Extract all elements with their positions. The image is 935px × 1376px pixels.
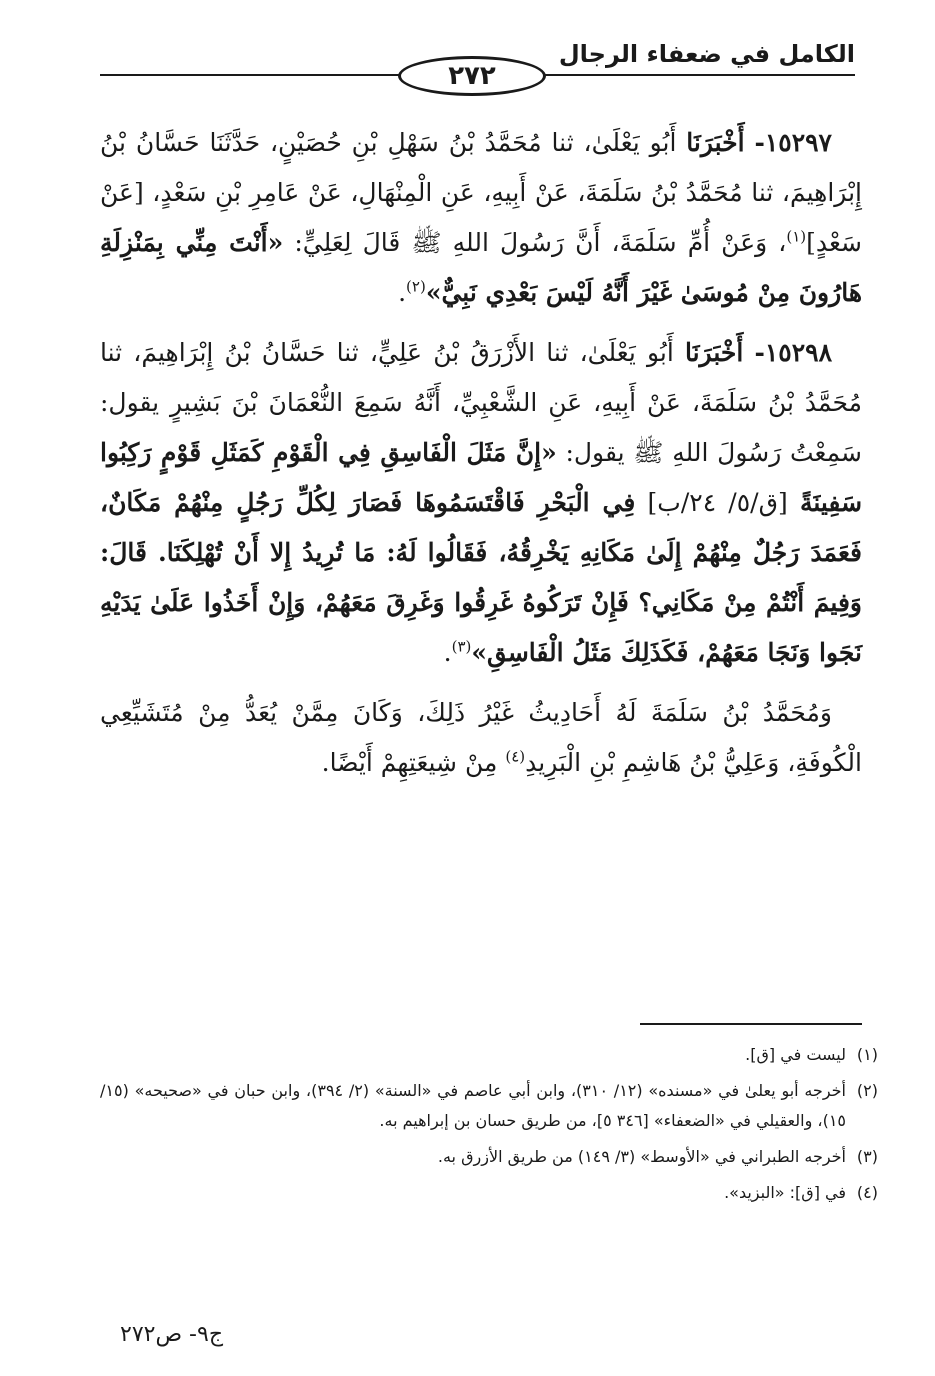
sentence-end: . — [443, 638, 452, 667]
page-number-badge: ٢٧٢ — [398, 56, 546, 96]
hadith-15298 — [100, 328, 862, 678]
footnote-ref-3[interactable]: (٣) — [451, 637, 472, 656]
footnote-3 — [100, 1142, 878, 1172]
commentary-paragraph — [100, 688, 862, 788]
hadith-15297 — [100, 118, 862, 318]
footnote-ref-4[interactable]: (٤) — [505, 747, 526, 766]
hadith-number: ١٥٢٩٧- — [754, 128, 832, 157]
sentence-end: . — [398, 278, 407, 307]
footnote-text: ليست في [ق]. — [745, 1045, 846, 1064]
commentary-text-continued: مِنْ شِيعَتِهِمْ أَيْضًا. — [321, 748, 498, 777]
footnotes — [100, 1040, 878, 1214]
footnote-1 — [100, 1040, 878, 1070]
footnote-text: أخرجه أبو يعلىٰ في «مسنده» (١٢/ ٣١٠)، وابن أبي عاصم في «السنة» (٢/ ٣٩٤)، وابن حبان في «صحيحه» (١٥/ ١٥)، والعقيلي في «الضعفاء» [٣٤٦ ٥]، من طريق حسان بن إبراهيم به. — [100, 1081, 846, 1130]
isnad-text: أَبُو يَعْلَىٰ، ثنا مُحَمَّدُ بْنُ سَهْلِ بْنِ حُصَيْنٍ، حَدَّثَنَا حَسَّانُ بْنُ إِبْرَاهِيمَ، ثنا مُحَمَّدُ بْنُ سَلَمَةَ، عَنْ أَبِيهِ، عَنِ الْمِنْهَالِ، عَنْ عَامِرِ بْنِ سَعْدٍ، [عَنْ سَعْدٍ] — [100, 128, 862, 257]
narration-keyword: أَخْبَرَنَا — [686, 128, 745, 157]
manuscript-reference: [ق/٥/ ٢٤/ب] — [647, 488, 788, 517]
isnad-text: أَبُو يَعْلَىٰ، ثنا الأَزْرَقُ بْنُ عَلِيٍّ، ثنا حَسَّانُ بْنُ إِبْرَاهِيمَ، ثنا مُحَمَّدُ بْنُ سَلَمَةَ، عَنْ أَبِيهِ، عَنِ الشَّعْبِيِّ، أَنَّهُ سَمِعَ النُّعْمَانَ بْنَ بَشِيرٍ يقول: سَمِعْتُ رَسُولَ اللهِ ﷺ يقول: — [100, 338, 862, 467]
footnote-number: (٣) — [856, 1147, 878, 1166]
footnote-number: (١) — [856, 1045, 878, 1064]
isnad-text-continued: ، وَعَنْ أُمِّ سَلَمَةَ، أَنَّ رَسُولَ اللهِ ﷺ قَالَ لِعَلِيٍّ: — [294, 228, 787, 257]
hadith-number: ١٥٢٩٨- — [754, 338, 833, 367]
commentary-text: وَمُحَمَّدُ بْنُ سَلَمَةَ لَهُ أَحَادِيثُ غَيْرُ ذَلِكَ، وَكَانَ مِمَّنْ يُعَدُّ مِنْ مُتَشَيِّعِي الْكُوفَةِ، وَعَلِيُّ بْنُ هَاشِمِ بْنِ الْبَرِيدِ — [100, 698, 862, 777]
volume-page-marker: ج٩- ص٢٧٢ — [120, 1322, 224, 1347]
hadith-matn: «أَنْتَ مِنِّي بِمَنْزِلَةِ هَارُونَ مِنْ مُوسَىٰ غَيْرَ أَنَّهُ لَيْسَ بَعْدِي نَبِيٌّ» — [100, 228, 862, 307]
footnote-text: في [ق]: «البزيد». — [724, 1183, 846, 1202]
hadith-matn-start: «إِنَّ مَثَلَ الْفَاسِقِ فِي الْقَوْمِ كَمَثَلِ قَوْمٍ رَكِبُوا سَفِينَةً — [100, 438, 863, 517]
hadith-matn-continued: فِي الْبَحْرِ فَاقْتَسَمُوهَا فَصَارَ لِكُلِّ رَجُلٍ مِنْهُمْ مَكَانٌ، فَعَمَدَ رَجُلٌ مِنْهُمْ إِلَىٰ مَكَانِهِ يَخْرِقُهُ، فَقَالُوا لَهُ: مَا تُرِيدُ إِلا أَنْ تُهْلِكَنَا. قَالَ: وَفِيمَ أَنْتُمْ مِنْ مَكَانِي؟ فَإِنْ تَرَكُوهُ غَرِقُوا وَغَرِقَ مَعَهُمْ، وَإِنْ أَخَذُوا عَلَىٰ يَدَيْهِ نَجَوا وَنَجَا مَعَهُمْ، فَكَذَلِكَ مَثَلُ الْفَاسِقِ» — [100, 488, 863, 667]
footnote-ref-1[interactable]: (١) — [786, 227, 807, 246]
main-text — [100, 118, 862, 788]
footnote-2 — [100, 1076, 878, 1136]
footnote-ref-2[interactable]: (٢) — [406, 277, 426, 296]
footnote-number: (٢) — [856, 1081, 878, 1100]
running-header-title: الكامل في ضعفاء الرجال — [558, 40, 855, 68]
footnote-4 — [100, 1178, 878, 1208]
footnote-text: أخرجه الطبراني في «الأوسط» (٣/ ١٤٩) من طريق الأزرق به. — [437, 1147, 846, 1166]
footnote-separator — [640, 1023, 862, 1025]
narration-keyword: أَخْبَرَنَا — [684, 338, 744, 367]
footnote-number: (٤) — [856, 1183, 878, 1202]
